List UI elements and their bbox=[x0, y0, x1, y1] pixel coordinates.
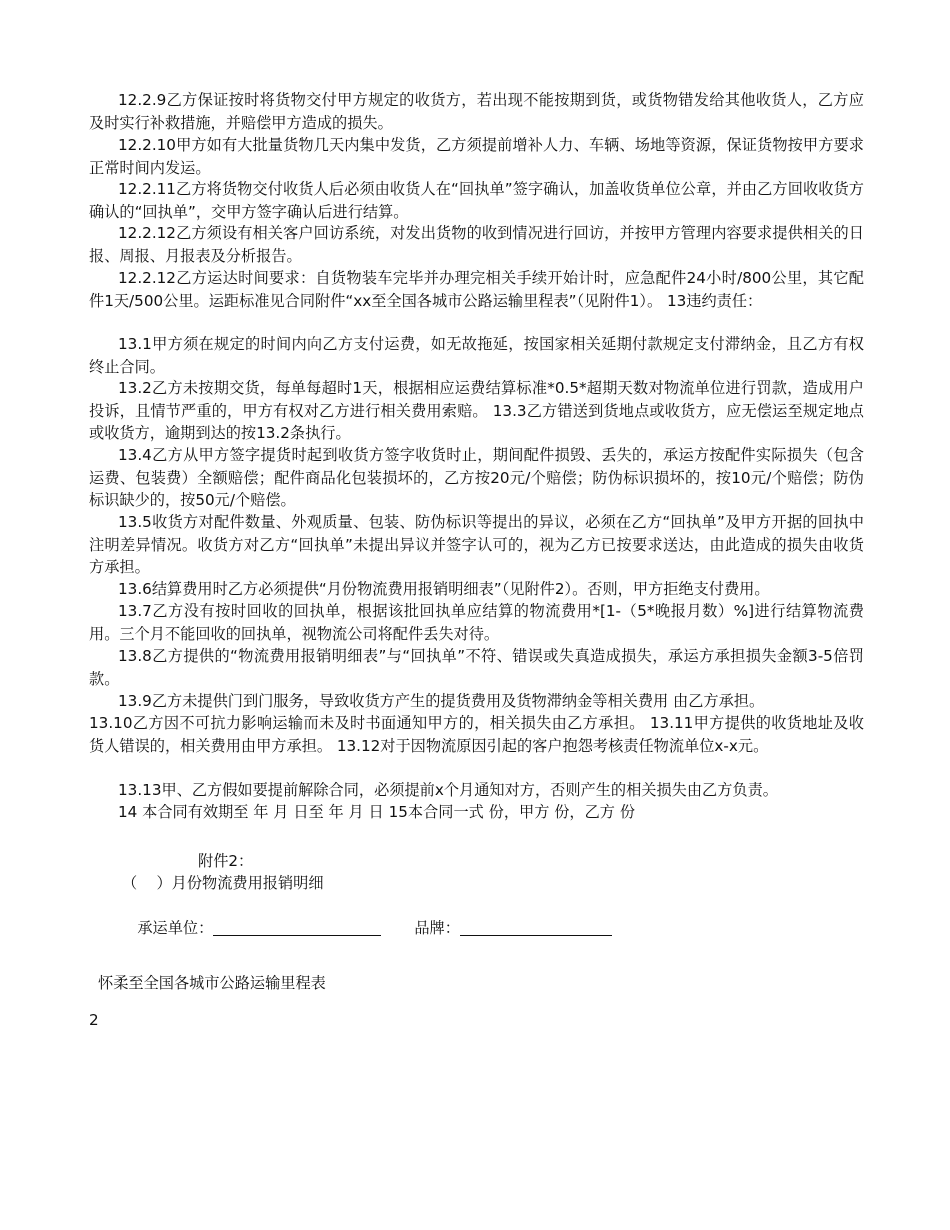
page-number: 2 bbox=[89, 1011, 99, 1029]
clause-13-9: 13.9乙方未提供门到门服务，导致收货方产生的提货费用及货物滞纳金等相关费用 由乙方承担。 bbox=[118, 692, 765, 710]
clause-13-4: 13.4乙方从甲方签字提货时起到收货方签字收货时止，期间配件损毁、丢失的，承运方按配件实际损失（包含运费、包装费）全额赔偿；配件商品化包装损坏的，乙方按20元/个赔偿；防伪标识损坏的，按10元/个赔偿；防伪标识缺少的，按50元/个赔偿。 bbox=[89, 446, 864, 510]
clause-13-13: 13.13甲、乙方假如要提前解除合同，必须提前x个月通知对方，否则产生的相关损失由乙方负责。 bbox=[118, 781, 778, 799]
brand-row bbox=[395, 895, 612, 961]
mileage-table-title: 怀柔至全国各城市公路运输里程表 bbox=[98, 974, 326, 992]
attachment-subtitle: （ ）月份物流费用报销明细 bbox=[122, 874, 324, 892]
carrier-label: 承运单位： bbox=[137, 919, 214, 937]
brand-label: 品牌： bbox=[414, 919, 460, 937]
clause-12-2-9: 12.2.9乙方保证按时将货物交付甲方规定的收货方，若出现不能按期到货，或货物错发给其他收货人，乙方应及时实行补救措施，并赔偿甲方造成的损失。 bbox=[89, 91, 864, 132]
brand-field[interactable] bbox=[460, 921, 612, 936]
clause-13-2: 13.2乙方未按期交货，每单每超时1天，根据相应运费结算标准*0.5*超期天数对物流单位进行罚款，造成用户投诉，且情节严重的，甲方有权对乙方进行相关费用索赔。 13.3乙方错送到货地点或收货方，应无偿运至规定地点或收货方，逾期到达的按13.2条执行。 bbox=[89, 379, 864, 443]
clause-13-10: 13.10乙方因不可抗力影响运输而未及时书面通知甲方的，相关损失由乙方承担。 13.11甲方提供的收货地址及收货人错误的，相关费用由甲方承担。 13.12对于因物流原因引起的客户抱怨考核责任物流单位x-x元。 bbox=[89, 714, 864, 755]
attachment-title: 附件2： bbox=[198, 852, 254, 870]
clause-13-8: 13.8乙方提供的“物流费用报销明细表”与“回执单”不符、错误或失真造成损失，承运方承担损失金额3-5倍罚款。 bbox=[89, 647, 864, 688]
clause-12-2-12-a: 12.2.12乙方须设有相关客户回访系统，对发出货物的收到情况进行回访，并按甲方管理内容要求提供相关的日报、周报、月报表及分析报告。 bbox=[89, 224, 864, 265]
clause-13-5: 13.5收货方对配件数量、外观质量、包装、防伪标识等提出的异议，必须在乙方“回执单”及甲方开据的回执中注明差异情况。收货方对乙方“回执单”未提出异议并签字认可的，视为乙方已按要求送达，由此造成的损失由收货方承担。 bbox=[89, 513, 864, 577]
clause-12-2-10: 12.2.10甲方如有大批量货物几天内集中发货，乙方须提前增补人力、车辆、场地等资源，保证货物按甲方要求正常时间内发运。 bbox=[89, 136, 864, 177]
clause-14-15: 14 本合同有效期至 年 月 日至 年 月 日 15本合同一式 份，甲方 份，乙方 份 bbox=[118, 803, 636, 821]
clause-12-2-11: 12.2.11乙方将货物交付收货人后必须由收货人在“回执单”签字确认，加盖收货单位公章，并由乙方回收收货方确认的“回执单”，交甲方签字确认后进行结算。 bbox=[89, 180, 864, 221]
clause-13-1: 13.1甲方须在规定的时间内向乙方支付运费，如无故拖延，按国家相关延期付款规定支付滞纳金，且乙方有权终止合同。 bbox=[89, 335, 864, 376]
carrier-row bbox=[118, 895, 381, 961]
clause-13-7: 13.7乙方没有按时回收的回执单，根据该批回执单应结算的物流费用*[1-（5*晚报月数）%]进行结算物流费用。三个月不能回收的回执单，视物流公司将配件丢失对待。 bbox=[89, 602, 864, 643]
clause-13-6: 13.6结算费用时乙方必须提供“月份物流费用报销明细表”（见附件2）。否则，甲方拒绝支付费用。 bbox=[118, 580, 770, 598]
clause-12-2-12-b: 12.2.12乙方运达时间要求：自货物装车完毕并办理完相关手续开始计时，应急配件24小时/800公里，其它配件1天/500公里。运距标准见合同附件“xx至全国各城市公路运输里程表”（见附件1）。 13违约责任： bbox=[89, 269, 864, 310]
carrier-field[interactable] bbox=[213, 921, 381, 936]
